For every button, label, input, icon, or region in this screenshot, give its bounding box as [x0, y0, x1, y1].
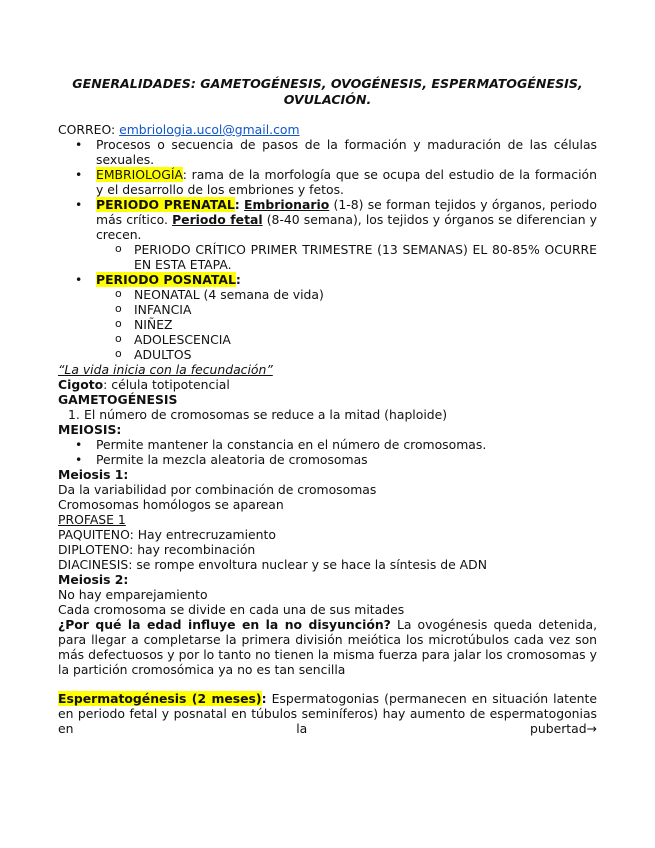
posnatal-item: o ADOLESCENCIA: [96, 332, 597, 347]
meiosis1-line-1: Da la variabilidad por combinación de cromosomas: [58, 482, 377, 497]
critico-text: PERIODO CRÍTICO PRIMER TRIMESTRE (13 SEMANAS) EL 80-85% OCURRE EN ESTA ETAPA.: [134, 242, 597, 272]
espermatogenesis-paragraph: [58, 691, 597, 736]
procesos-text: Procesos o secuencia de pasos de la formación y maduración de las células sexuales.: [96, 137, 597, 167]
bullet-procesos: [58, 137, 597, 167]
document-page: [58, 76, 597, 736]
gametogenesis-item: 1. El número de cromosomas se reduce a la mitad (haploide): [58, 407, 597, 422]
correo-line: [58, 122, 597, 137]
meiosis-list: [58, 437, 597, 467]
bullet-prenatal: [58, 197, 597, 272]
meiosis2-heading: Meiosis 2:: [58, 572, 129, 587]
espermatogenesis-colon: :: [261, 691, 267, 706]
gametogenesis-list: [58, 407, 597, 422]
prenatal-term: PERIODO PRENATAL: [96, 197, 235, 212]
bullet-embriologia: [58, 167, 597, 197]
disyuncion-question: ¿Por qué la edad influye en la no disyunción?: [58, 617, 391, 632]
document-title: [58, 76, 597, 108]
meiosis-item: • Permite la mezcla aleatoria de cromosomas: [58, 452, 597, 467]
paragraph-gap: [58, 677, 597, 691]
title-line-2: OVULACIÓN.: [283, 92, 372, 107]
embriologia-text: : rama de la morfología que se ocupa del estudio de la formación y el desarrollo de los embriones y fetos.: [96, 167, 597, 197]
posnatal-item: o ADULTOS: [96, 347, 597, 362]
embrionario-text: (1-8) se forman tejidos y órganos, periodo más crítico.: [96, 197, 597, 227]
paquiteno-line: PAQUITENO: Hay entrecruzamiento: [58, 527, 276, 542]
cigoto-line: [58, 377, 597, 392]
meiosis2-line-1: No hay emparejamiento: [58, 587, 208, 602]
prenatal-sublist: [96, 242, 597, 272]
posnatal-item: o INFANCIA: [96, 302, 597, 317]
meiosis-heading: MEIOSIS:: [58, 422, 122, 437]
disyuncion-text: La ovogénesis queda detenida, para llegar a completarse la primera división meiótica los microtúbulos cada vez son más defectuosos y por lo tanto no tienen la misma fuerza para jalar los cromosomas y la partición cromosómica ya no es tan sencilla: [58, 617, 598, 677]
meiosis1-heading: Meiosis 1:: [58, 467, 129, 482]
correo-label: CORREO:: [58, 122, 120, 137]
posnatal-item: o NEONATAL (4 semana de vida): [96, 287, 597, 302]
posnatal-sublist: [96, 287, 597, 362]
disyuncion-paragraph: [58, 617, 597, 677]
cigoto-term: Cigoto: [58, 377, 104, 392]
diacinesis-line: DIACINESIS: se rompe envoltura nuclear y se hace la síntesis de ADN: [58, 557, 487, 572]
diploteno-line: DIPLOTENO: hay recombinación: [58, 542, 256, 557]
bullet-posnatal: [58, 272, 597, 362]
fetal-text: (8-40 semana), los tejidos y órganos se diferencian y crecen.: [96, 212, 597, 242]
intro-bullet-list: [58, 137, 597, 362]
posnatal-term: PERIODO POSNATAL: [96, 272, 236, 287]
fetal-term: Periodo fetal: [172, 212, 263, 227]
quote: “La vida inicia con la fecundación”: [58, 362, 273, 377]
espermatogenesis-term: Espermatogénesis (2 meses): [58, 691, 262, 706]
posnatal-item: o NIÑEZ: [96, 317, 597, 332]
embrionario-term: Embrionario: [244, 197, 330, 212]
embriologia-term: EMBRIOLOGÍA: [96, 167, 183, 182]
meiosis1-line-2: Cromosomas homólogos se aparean: [58, 497, 284, 512]
gametogenesis-heading: GAMETOGÉNESIS: [58, 392, 178, 407]
espermatogenesis-text: Espermatogonias (permanecen en situación latente en periodo fetal y posnatal en túbulos seminíferos) hay aumento de espermatogonias en la pubertad→: [58, 691, 597, 736]
sublist-item-critico: [96, 242, 597, 272]
title-line-1: GENERALIDADES: GAMETOGÉNESIS, OVOGÉNESIS, ESPERMATOGÉNESIS,: [72, 76, 583, 91]
posnatal-colon: :: [235, 272, 241, 287]
meiosis2-line-2: Cada cromosoma se divide en cada una de sus mitades: [58, 602, 405, 617]
prenatal-colon: :: [234, 197, 240, 212]
cigoto-text: : célula totipotencial: [103, 377, 230, 392]
profase-heading: PROFASE 1: [58, 512, 126, 527]
email-link[interactable]: embriologia.ucol@gmail.com: [119, 122, 300, 137]
meiosis-item: • Permite mantener la constancia en el número de cromosomas.: [58, 437, 597, 452]
